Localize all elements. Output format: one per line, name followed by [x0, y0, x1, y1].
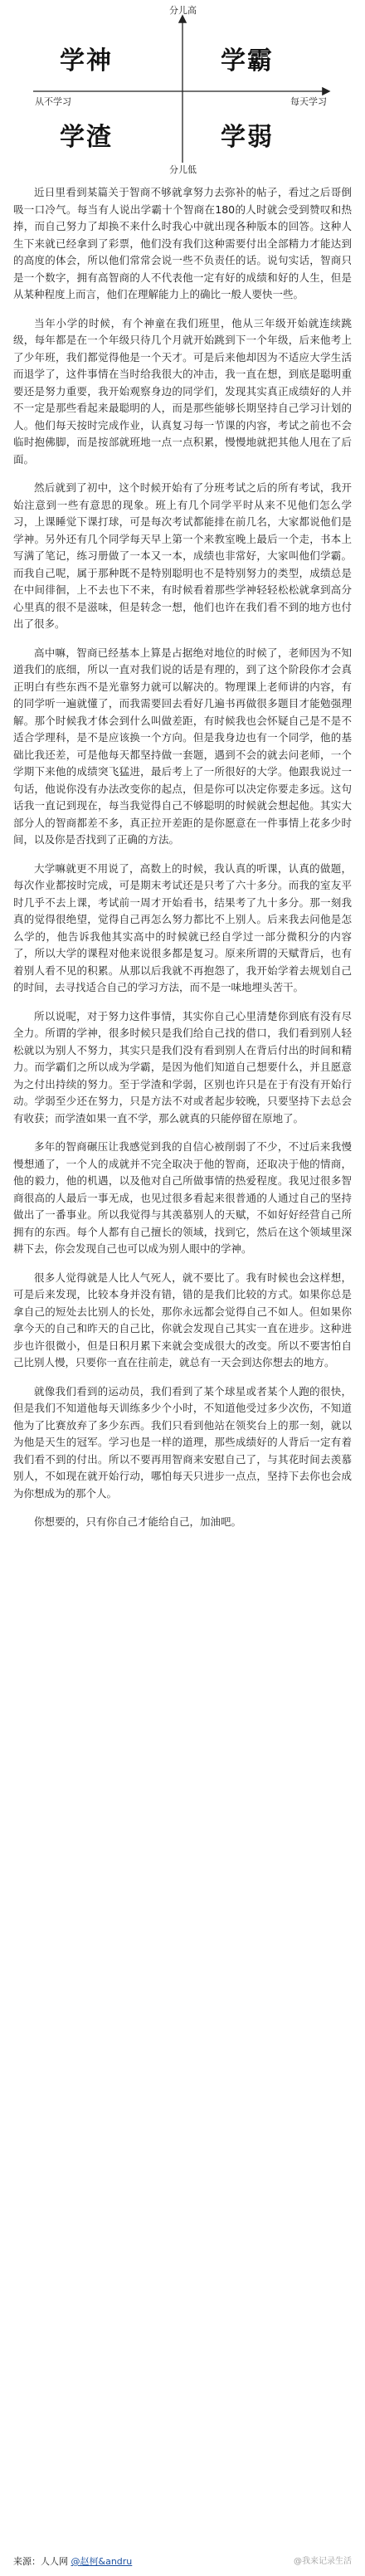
- axis-label-left: 从不学习: [35, 96, 71, 107]
- article-paragraph: 当年小学的时候，有个神童在我们班里，他从三年级开始就连续跳级，每年都是在一个年级只待几个月就开始跳到下一个年级，后来他考上了少年班，我们都觉得他是一个天才。可是后来他却因为不适应大学生活而退学了，这件事情在当时给我很大的冲击，我一直在想，到底是聪明重要还是努力重要，我开始观察身边的同学们，发现其实真正成绩好的人并不一定是那些看起来最聪明的人，而是那些能够长期坚持自己学习计划的人。他们每天按时完成作业，认真复习每一节课的内容，考试之前也不会临时抱佛脚，而是按部就班地一点一点积累，慢慢地就把其他人甩在了后面。: [13, 316, 352, 466]
- article-paragraph: 多年的智商碾压让我感觉到我的自信心被削弱了不少，不过后来我慢慢想通了，一个人的成就并不完全取决于他的智商，还取决于他的情商，他的毅力，他的机遇，以及他对自己所做事情的热爱程度。我见过很多智商很高的人最后一事无成，也见过很多看起来很普通的人通过自己的坚持做出了一番事业。所以我觉得与其羡慕别人的天赋，不如好好经营自己所拥有的东西。每个人都有自己擅长的领域，找到它，然后在这个领域里深耕下去，你会发现自己也可以成为别人眼中的学神。: [13, 1140, 352, 1255]
- article-paragraph: 就像我们看到的运动员，我们看到了某个球星或者某个人跑的很快，但是我们不知道他每天训练多少个小时，不知道他受过多少次伤，不知道他为了比赛放弃了多少东西。我们只看到他站在领奖台上的那一刻，就以为他是天生的冠军。学习也是一样的道理，那些成绩好的人背后一定有着我们看不到的付出。所以不要再用智商来安慰自己了，与其花时间去羡慕别人，不如现在就开始行动，哪怕每天只进步一点点，坚持下去你也会成为你想成为的那个人。: [13, 1384, 352, 1500]
- axis-label-bottom: 分儿低: [169, 164, 197, 175]
- axis-label-right: 每天学习: [290, 96, 327, 107]
- article-paragraph: 然后就到了初中，这个时候开始有了分班考试之后的所有考试，我开始注意到一些有意思的现象。班上有几个同学平时从来不见他们怎么学习，上课睡觉下课打球，可是每次考试都能排在前几名，大家都说他们是学神。另外还有几个同学每天早上第一个来教室晚上最后一个走，书本上写满了笔记，练习册做了一本又一本，成绩也非常好，大家叫他们学霸。而我自己呢，属于那种既不是特别聪明也不是特别努力的类型，成绩总是在中间徘徊，上不去也下不来，有时候看着那些学神轻轻松松就拿到高分心里真的很不是滋味，但是转念一想，他们也许在我们看不到的地方也付出了很多。: [13, 481, 352, 630]
- article-paragraph: 近日里看到某篇关于智商不够就拿努力去弥补的帖子，看过之后哥倒吸一口冷气。每当有人说出学霸十个智商在180的人时就会受到赞叹和热捧，而自己努力了却换不来什么时我心中就出现各种版本的回答。这种人生下来就已经拿到了彩票，他们没有我们这种需要付出全部精力才能达到的高度的体会，所以他们常常会说一些不负责任的话。说句实话，智商只是一个数字，拥有高智商的人不代表他一定有好的成绩和好的人生，但是从某种程度上而言，他们在理解能力上的确比一般人要快一些。: [13, 186, 352, 300]
- quadrant-axes: [0, 0, 365, 174]
- watermark-text: @我来记录生活: [294, 2557, 352, 2566]
- quadrant-diagram: [0, 0, 365, 174]
- footer: [13, 2554, 352, 2569]
- quadrant-label-bottom-right: 学弱: [221, 123, 274, 152]
- source-prefix: 来源：: [13, 2556, 41, 2567]
- article-paragraph: 大学嘛就更不用说了，高数上的时候，我认真的听课，认真的做题，每次作业都按时完成，可是期末考试还是只考了六十多分。而我的室友平时几乎不去上课，考试前一周才开始看书，结果考了九十多分。那一刻我真的觉得很绝望，觉得自己再怎么努力都比不上别人。后来我去问他是怎么学的，他告诉我他其实高中的时候就已经自学过一部分微积分的内容了，所以大学的课程对他来说很多都是复习。原来所谓的天赋背后，也有着别人看不见的积累。从那以后我就不再抱怨了，我开始学着去规划自己的时间，去寻找适合自己的学习方法，而不是一味地埋头苦干。: [13, 861, 352, 993]
- source-site: 人人网: [41, 2556, 68, 2567]
- article-body: [13, 184, 352, 1543]
- source-line: [13, 2554, 132, 2569]
- article-paragraph: 你想要的，只有你自己才能给自己，加油吧。: [34, 1515, 242, 1528]
- article-paragraph: 所以说呢，对于努力这件事情，其实你自己心里清楚你到底有没有尽全力。所谓的学神，很多时候只是我们给自己找的借口，我们看到别人轻松就以为别人不努力，其实只是我们没有看到别人在背后付出的时间和精力。而学霸们之所以成为学霸，是因为他们知道自己想要什么，并且愿意为之付出持续的努力。至于学渣和学弱，区别也许只是在于有没有开始行动。学弱至少还在努力，只是方法不对或者起步较晚，只要坚持下去总会有收获；而学渣如果一直不学，那么就真的只能停留在原地了。: [13, 1009, 352, 1125]
- source-author-link[interactable]: @赵柯&andru: [71, 2556, 133, 2567]
- axis-label-top: 分儿高: [169, 5, 197, 16]
- quadrant-label-top-left: 学神: [60, 46, 113, 76]
- quadrant-label-top-right: 学霸: [221, 46, 274, 76]
- article-paragraph: 很多人觉得就是人比人气死人，就不要比了。我有时候也会这样想，可是后来发现，比较本身并没有错，错的是我们比较的方式。如果你总是拿自己的短处去比别人的长处，那你永远都会觉得自己不如人。但如果你拿今天的自己和昨天的自己比，你就会发现自己其实一直在进步。这种进步也许很微小，但是日积月累下来就会变成很大的改变。所以不要害怕自己比别人慢，只要你一直在往前走，就总有一天会到达你想去的地方。: [13, 1271, 352, 1368]
- quadrant-label-bottom-left: 学渣: [60, 123, 113, 152]
- article-paragraph: 高中嘛，智商已经基本上算是占据绝对地位的时候了，老师因为不知道我们的底细，所以一直对我们说的话是有理的，到了这个阶段你才会真正明白有些东西不是光靠努力就可以解决的。物理课上老师讲的内容，有的同学听一遍就懂了，而我需要回去看好几遍书再做很多题目才能勉强理解。那个时候我才体会到什么叫做差距，有时候我也会怀疑自己是不是不适合学理科，是不是应该换一个方向。但是我身边也有一个同学，他的基础比我还差，可是他每天都坚持做一套题，遇到不会的就去问老师，一个学期下来他的成绩突飞猛进，最后考上了一所很好的大学。他跟我说过一句话，他说你没有办法改变你的起点，但是你可以决定你要走多远。这句话我一直记到现在，每当我觉得自己不够聪明的时候就会想起他。其实大部分人的智商都差不多，真正拉开差距的是你愿意在一件事情上花多少时间，以及你是否找到了正确的方法。: [13, 646, 352, 846]
